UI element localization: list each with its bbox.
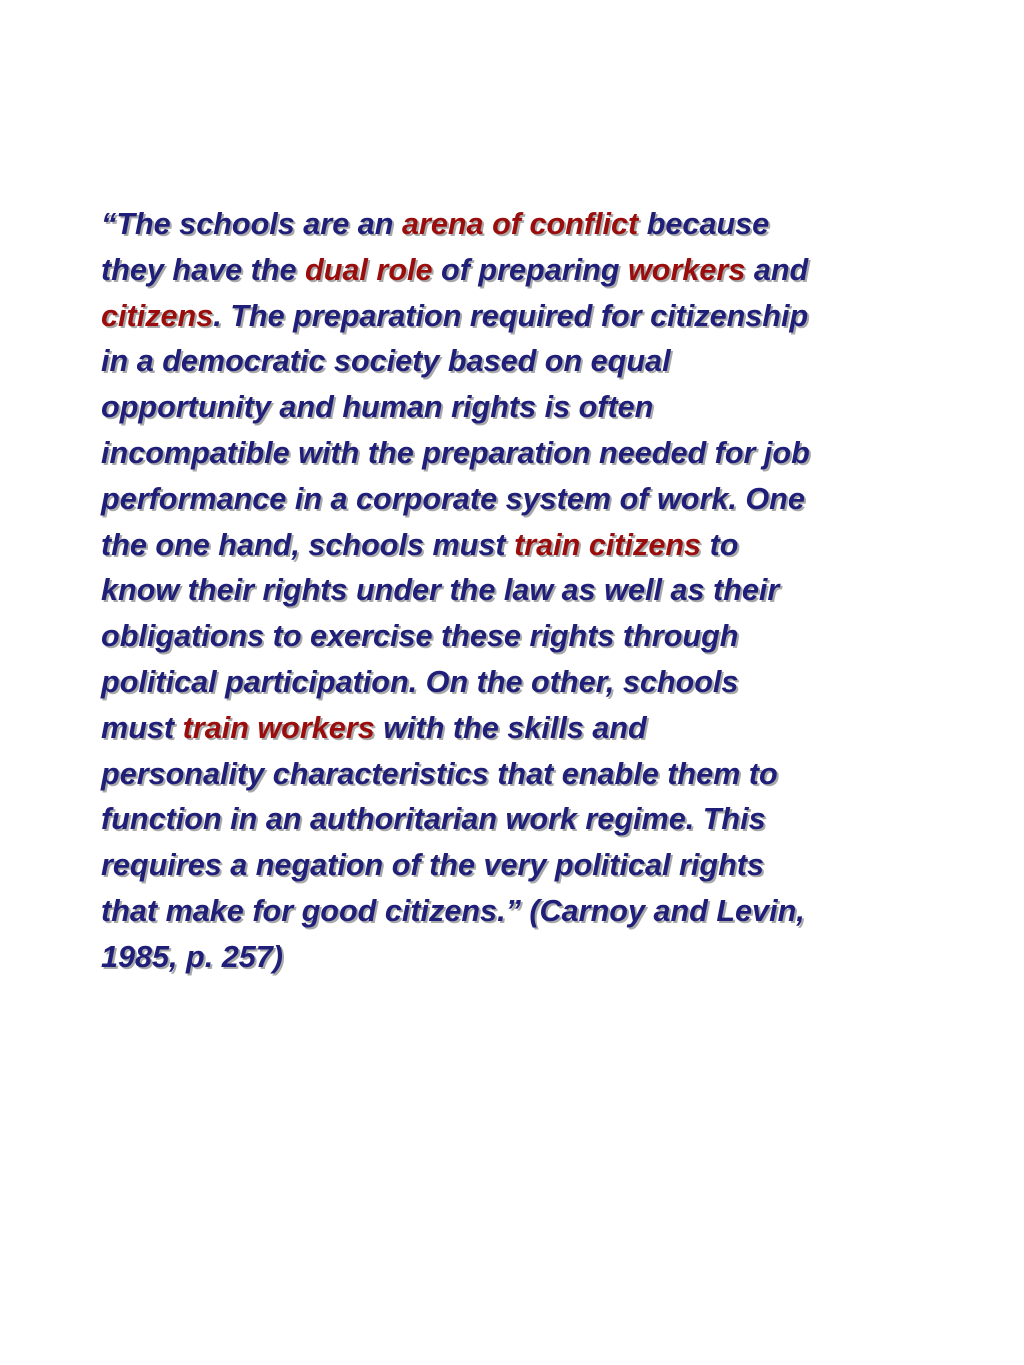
highlighted-phrase: train citizens	[514, 527, 702, 562]
highlighted-phrase: train workers	[182, 710, 375, 745]
quote-line	[101, 843, 1001, 889]
quote-text-segment: obligations to exercise these rights through	[101, 619, 739, 654]
quote-line	[101, 706, 1001, 752]
quote-text-segment: opportunity and human rights is often	[101, 390, 654, 425]
quote-text-segment: must	[101, 710, 183, 745]
quote-line	[101, 752, 1001, 798]
quote-line	[101, 935, 1001, 981]
quote-text-segment: the one hand, schools must	[101, 527, 515, 562]
quote-text-segment: of preparing	[432, 252, 628, 287]
quote-text-segment: political participation. On the other, schools	[101, 664, 739, 699]
quote-line	[101, 477, 1001, 523]
highlighted-phrase: arena of conflict	[401, 207, 639, 241]
quote-line	[101, 385, 1001, 431]
quote-line	[101, 339, 1001, 385]
quote-line	[101, 202, 1001, 248]
quote-line	[101, 660, 1001, 706]
quote-text-segment: requires a negation of the very political rights	[101, 848, 765, 883]
quote-text-segment: performance in a corporate system of work. One	[101, 481, 805, 516]
quote-text-segment: 1985, p. 257)	[101, 939, 283, 974]
highlighted-phrase: citizens	[101, 298, 214, 333]
quote-line	[101, 797, 1001, 843]
quote-line	[101, 568, 1001, 614]
quote-text-segment: in a democratic society based on equal	[101, 344, 671, 379]
quote-text-segment: incompatible with the preparation needed for job	[101, 435, 810, 470]
quote-text-segment: . The preparation required for citizenship	[213, 298, 809, 333]
quote-text-block	[101, 202, 1001, 981]
quote-text-segment: and	[745, 252, 809, 287]
quote-line	[101, 523, 1001, 569]
quote-line	[101, 614, 1001, 660]
quote-text-segment: know their rights under the law as well as their	[101, 573, 780, 608]
quote-line	[101, 431, 1001, 477]
quote-text-segment: they have the	[101, 252, 306, 287]
quote-text-segment: function in an authoritarian work regime. This	[101, 802, 766, 837]
quote-text-segment: personality characteristics that enable them to	[101, 756, 778, 791]
quote-text-segment: “The schools are an	[101, 207, 402, 241]
quote-text-segment: that make for good citizens.” (Carnoy and Levin,	[101, 893, 805, 928]
quote-line	[101, 889, 1001, 935]
quote-line	[101, 248, 1001, 294]
quote-line	[101, 294, 1001, 340]
highlighted-phrase: workers	[628, 252, 746, 287]
quote-text-segment: to	[701, 527, 739, 562]
quote-text-segment: with the skills and	[374, 710, 647, 745]
quote-text-segment: because	[638, 207, 770, 241]
highlighted-phrase: dual role	[305, 252, 433, 287]
